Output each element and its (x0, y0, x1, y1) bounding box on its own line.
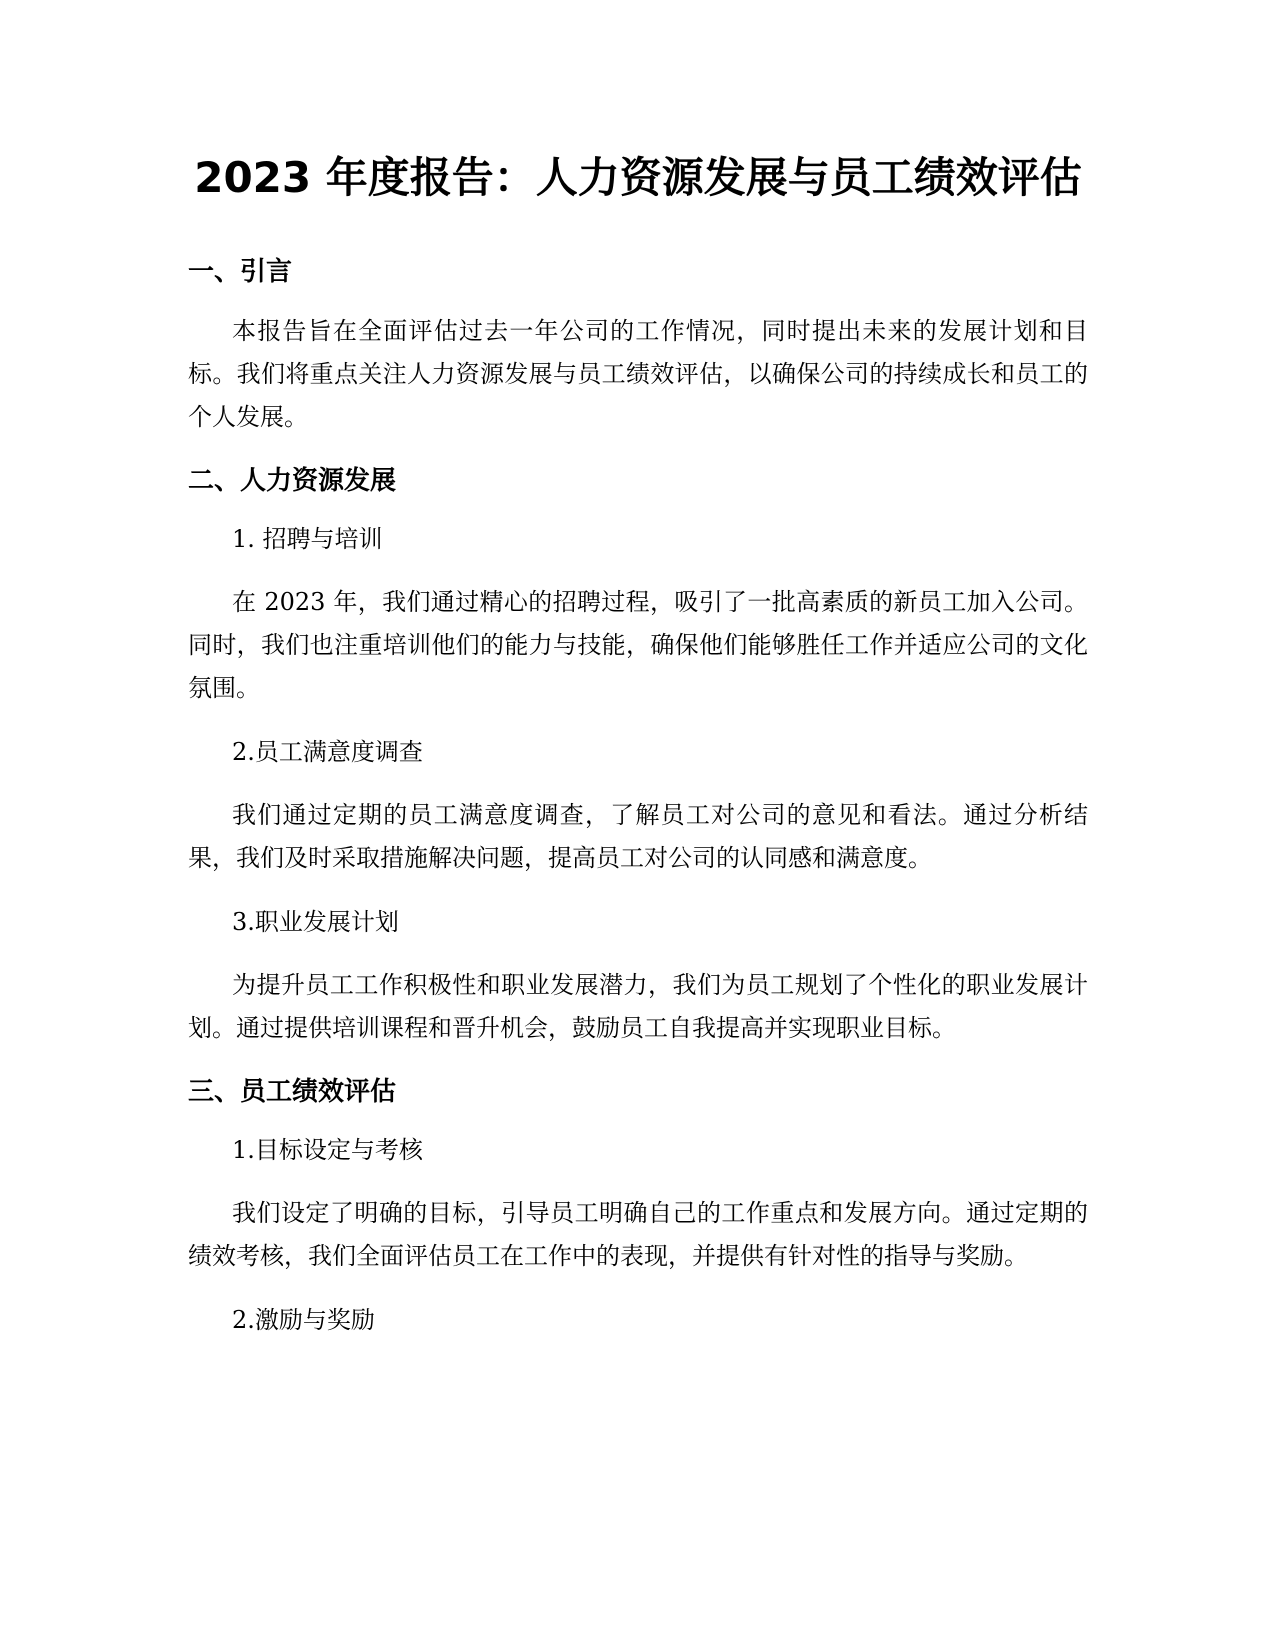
section-heading-introduction: 一、引言 (188, 257, 293, 287)
career-plan-paragraph: 为提升员工工作积极性和职业发展潜力，我们为员工规划了个性化的职业发展计划。通过提供培训课程和晋升机会，鼓励员工自我提高并实现职业目标。 (188, 971, 1088, 1042)
subheading-career-plan: 3.职业发展计划 (232, 908, 399, 936)
satisfaction-survey-paragraph: 我们通过定期的员工满意度调查，了解员工对公司的意见和看法。通过分析结果，我们及时采取措施解决问题，提高员工对公司的认同感和满意度。 (188, 801, 1088, 872)
section-heading-performance-evaluation: 三、员工绩效评估 (188, 1077, 397, 1107)
recruitment-training-paragraph: 在 2023 年，我们通过精心的招聘过程，吸引了一批高素质的新员工加入公司。同时，我们也注重培训他们的能力与技能，确保他们能够胜任工作并适应公司的文化氛围。 (188, 588, 1088, 702)
subheading-goal-setting: 1.目标设定与考核 (232, 1136, 423, 1164)
introduction-paragraph: 本报告旨在全面评估过去一年公司的工作情况，同时提出未来的发展计划和目标。我们将重点关注人力资源发展与员工绩效评估，以确保公司的持续成长和员工的个人发展。 (188, 317, 1088, 431)
section-heading-hr-development: 二、人力资源发展 (188, 466, 397, 496)
subheading-recruitment-training: 1. 招聘与培训 (232, 525, 383, 553)
goal-setting-paragraph: 我们设定了明确的目标，引导员工明确自己的工作重点和发展方向。通过定期的绩效考核，我们全面评估员工在工作中的表现，并提供有针对性的指导与奖励。 (188, 1199, 1088, 1270)
subheading-satisfaction-survey: 2.员工满意度调查 (232, 738, 423, 766)
document-body (188, 140, 1088, 1362)
subheading-incentives-rewards: 2.激励与奖励 (232, 1306, 375, 1334)
document-title: 2023 年度报告：人力资源发展与员工绩效评估 (194, 153, 1082, 202)
